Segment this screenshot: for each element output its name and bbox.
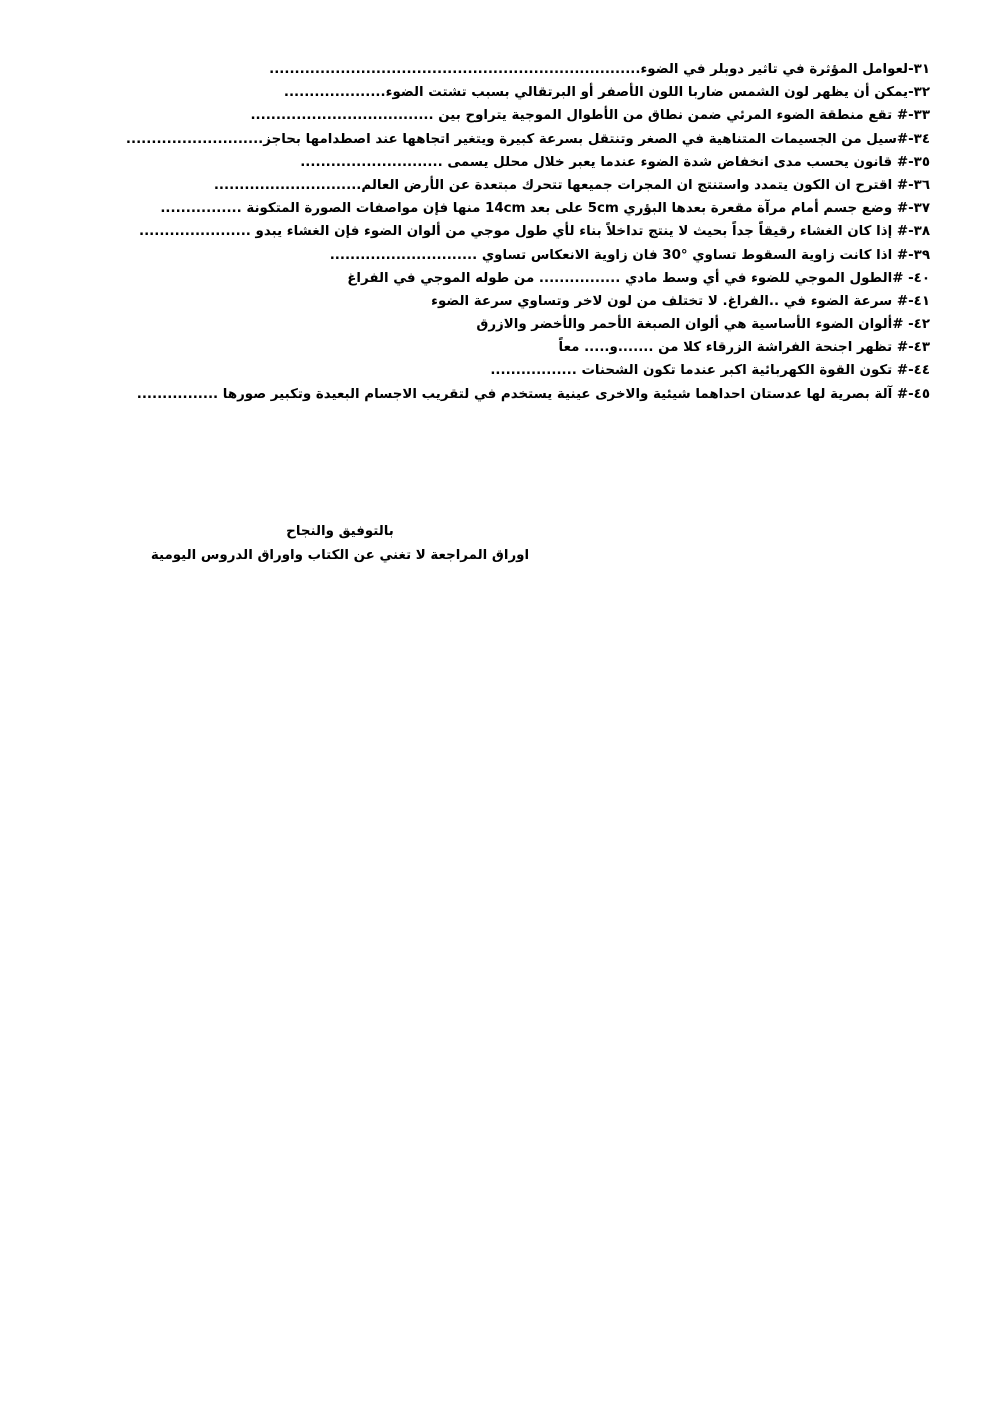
question-44: ٤٤-# تكون القوة الكهربائية اكبر عندما تكون الشحنات .................: [490, 363, 930, 379]
question-40: ٤٠- #الطول الموجي للضوء في أي وسط مادي ................ من طوله الموجي في الفراغ: [347, 270, 930, 286]
question-list: [50, 58, 930, 406]
question-43: ٤٣-# تظهر اجنحة الفراشة الزرقاء كلا من .......و..... معاً: [558, 340, 930, 356]
question-38: ٣٨-# إذا كان الغشاء رقيقاً جداً بحيث لا ينتج تداخلاً بناء لأي طول موجي من ألوان الضوء فإن الغشاء يبدو ......................: [138, 224, 930, 240]
question-42: ٤٢- #ألوان الضوء الأساسية هي ألوان الصبغة الأحمر والأخضر والازرق: [476, 317, 930, 333]
question-33: ٣٣-# تقع منطقة الضوء المرئي ضمن نطاق من الأطوال الموجية يتراوح بين ....................................: [250, 108, 930, 124]
question-41: ٤١-# سرعة الضوء في ..الفراغ. لا تختلف من لون لاخر وتساوي سرعة الضوء: [431, 293, 930, 309]
question-36: ٣٦-# اقترح ان الكون يتمدد واستنتج ان المجرات جميعها تتحرك مبتعدة عن الأرض العالم.............................: [213, 177, 930, 193]
question-35: ٣٥-# قانون يحسب مدى انخفاض شدة الضوء عندما يعبر خلال محلل يسمى ............................: [300, 154, 930, 170]
question-39: ٣٩-# اذا كانت زاوية السقوط تساوي °30 فان زاوية الانعكاس تساوي .............................: [329, 247, 930, 263]
question-34: ٣٤-#سيل من الجسيمات المتناهية في الصغر وتنتقل بسرعة كبيرة ويتغير اتجاهها عند اصطدامها بحاجز...........................: [125, 131, 930, 147]
good-luck-line: بالتوفيق والنجاح: [286, 524, 394, 539]
closing-note: [100, 520, 580, 568]
question-45: ٤٥-# آلة بصرية لها عدستان احداهما شيئية والاخرى عينية يستخدم في لتقريب الاجسام البعيدة وتكبير صورها ................: [136, 386, 930, 402]
review-note-line: اوراق المراجعة لا تغني عن الكتاب واوراق الدروس اليومية: [150, 548, 530, 563]
question-31: ٣١-لعوامل المؤثرة في تاثير دوبلر في الضوء.........................................................................: [269, 62, 930, 77]
question-37: ٣٧-# وضع جسم أمام مرآة مقعرة بعدها البؤري 5cm على بعد 14cm منها فإن مواصفات الصورة المتكونة ................: [160, 201, 930, 217]
question-32: ٣٢-يمكن أن يظهر لون الشمس ضاربا اللون الأصفر أو البرتقالي بسبب تشتت الضوء....................: [283, 85, 930, 101]
